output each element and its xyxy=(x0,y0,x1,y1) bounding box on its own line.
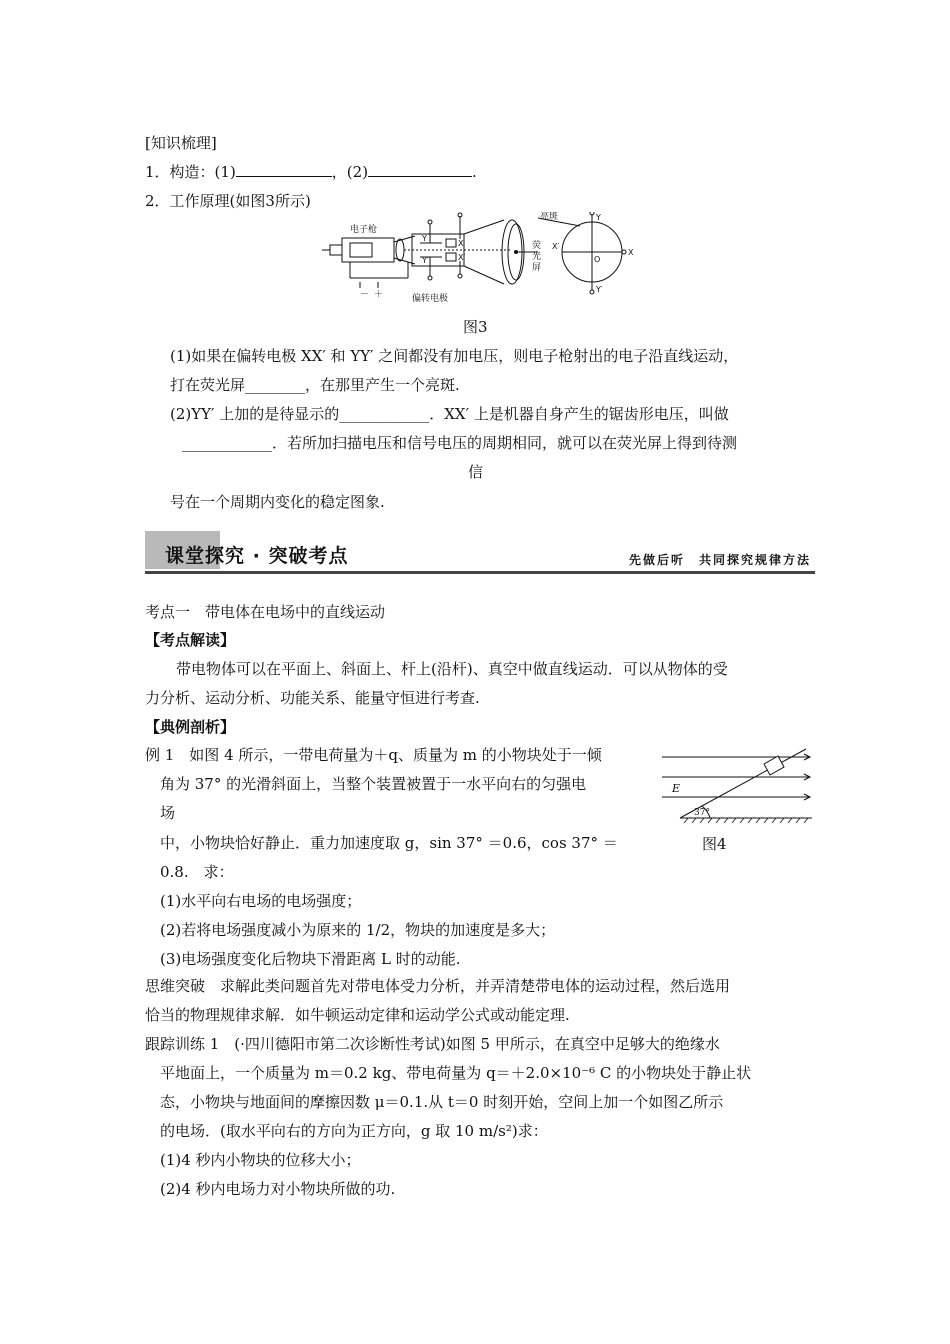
knowledge-header: [知识梳理] xyxy=(145,134,217,152)
principle-2-line-3: 信 xyxy=(468,463,484,481)
blank-2[interactable] xyxy=(368,162,472,177)
practice-1-question-1: (1)4 秒内小物块的位移大小； xyxy=(160,1151,361,1169)
label-origin: O xyxy=(594,255,601,264)
label-xp-plate: X′ xyxy=(458,253,466,262)
example-1-question-2: (2)若将电场强度减小为原来的 1/2，物块的加速度是多大； xyxy=(160,921,556,939)
structure-prefix: 1．构造：(1) xyxy=(145,163,236,181)
practice-1-line-2: 平地面上，一个质量为 m＝0.2 kg、带电荷量为 q＝＋2.0×10⁻⁶ C 的小物块处于静止状 xyxy=(160,1064,752,1082)
blank-1[interactable] xyxy=(236,162,332,177)
structure-mid: ，(2) xyxy=(331,163,369,181)
figure-4-caption: 图4 xyxy=(702,835,727,853)
interpretation-line-2: 力分析、运动分析、功能关系、能量守恒进行考查. xyxy=(145,689,480,707)
principle-2-line-2: ____________．若所加扫描电压和信号电压的周期相同，就可以在荧光屏上得到待测 xyxy=(182,434,738,452)
field-label: E xyxy=(672,782,681,795)
example-1-question-3: (3)电场强度变化后物块下滑距离 L 时的动能. xyxy=(160,950,461,968)
label-y: Y xyxy=(596,213,601,222)
block xyxy=(764,756,784,775)
principle-2-line-1: (2)YY′ 上加的是待显示的____________．XX′ 上是机器自身产生的锯齿形电压，叫做 xyxy=(170,405,729,423)
label-screen-3: 屏 xyxy=(532,263,542,273)
practice-1-line-4: 的电场．(取水平向右的方向为正方向，g 取 10 m/s²)求： xyxy=(160,1122,548,1140)
principle-1-line-2: 打在荧光屏________，在那里产生一个亮斑. xyxy=(170,376,460,394)
example-header: 【典例剖析】 xyxy=(145,718,236,736)
label-spot: 亮斑 xyxy=(540,212,559,222)
banner-title: 课堂探究 · 突破考点 xyxy=(165,545,349,567)
structure-line xyxy=(145,162,477,182)
label-minus: － xyxy=(360,290,370,300)
practice-1-line-3: 态，小物块与地面间的摩擦因数 μ＝0.1.从 t＝0 时刻开始，空间上加一个如图乙所示 xyxy=(160,1093,724,1111)
topic-1-title: 考点一 带电体在电场中的直线运动 xyxy=(145,603,386,621)
banner-rule xyxy=(145,571,815,574)
label-x-plate: X xyxy=(458,239,464,248)
label-deflect: 偏转电极 xyxy=(412,294,449,304)
angle-label: 37° xyxy=(694,808,710,818)
figure-3-caption: 图3 xyxy=(463,318,488,336)
thinking-line-1: 思维突破 求解此类问题首先对带电体受力分析，并弄清楚带电体的运动过程，然后选用 xyxy=(145,977,731,995)
label-x: X xyxy=(628,248,634,257)
interpretation-header: 【考点解读】 xyxy=(145,631,236,649)
thinking-line-2: 恰当的物理规律求解．如牛顿运动定律和运动学公式或动能定理. xyxy=(145,1006,570,1024)
practice-1-question-2: (2)4 秒内电场力对小物块所做的功. xyxy=(160,1180,396,1198)
label-y-prime: Y′ xyxy=(596,285,603,294)
practice-1-line-1: 跟踪训练 1 (·四川德阳市第二次诊断性考试)如图 5 甲所示，在真空中足够大的绝缘水 xyxy=(145,1035,720,1053)
label-gun: 电子枪 xyxy=(350,225,378,235)
example-1-question-1: (1)水平向右电场的电场强度； xyxy=(160,892,362,910)
example-1-line-5: 0.8. 求： xyxy=(160,863,234,881)
structure-end: . xyxy=(472,163,477,181)
label-x-prime: X′ xyxy=(552,242,560,251)
figure-3-oscilloscope xyxy=(320,212,640,304)
label-screen-1: 荧 xyxy=(532,241,542,251)
example-1-line-3: 场 xyxy=(160,804,176,822)
figure-4-incline xyxy=(660,745,820,830)
example-1-line-4: 中，小物块恰好静止．重力加速度取 g，sin 37° ＝0.6，cos 37° ＝ xyxy=(160,834,618,852)
label-screen-2: 光 xyxy=(532,252,542,262)
banner-motto: 先做后听 共同探究规律方法 xyxy=(628,553,811,567)
principle-heading: 2．工作原理(如图3所示) xyxy=(145,192,311,210)
principle-2-line-4: 号在一个周期内变化的稳定图象. xyxy=(170,493,385,511)
section-banner xyxy=(145,531,815,576)
interpretation-line-1: 带电物体可以在平面上、斜面上、杆上(沿杆)、真空中做直线运动．可以从物体的受 xyxy=(176,660,728,678)
label-yp-plate: Y′ xyxy=(422,256,429,265)
principle-1-line-1: (1)如果在偏转电极 XX′ 和 YY′ 之间都没有加电压，则电子枪射出的电子沿直线运动， xyxy=(170,347,739,365)
example-1-line-2: 角为 37° 的光滑斜面上，当整个装置被置于一水平向右的匀强电 xyxy=(160,775,587,793)
label-y-plate: Y xyxy=(422,234,427,243)
example-1-line-1: 例 1 如图 4 所示，一带电荷量为＋q、质量为 m 的小物块处于一倾 xyxy=(145,746,602,764)
label-plus: ＋ xyxy=(374,290,384,300)
